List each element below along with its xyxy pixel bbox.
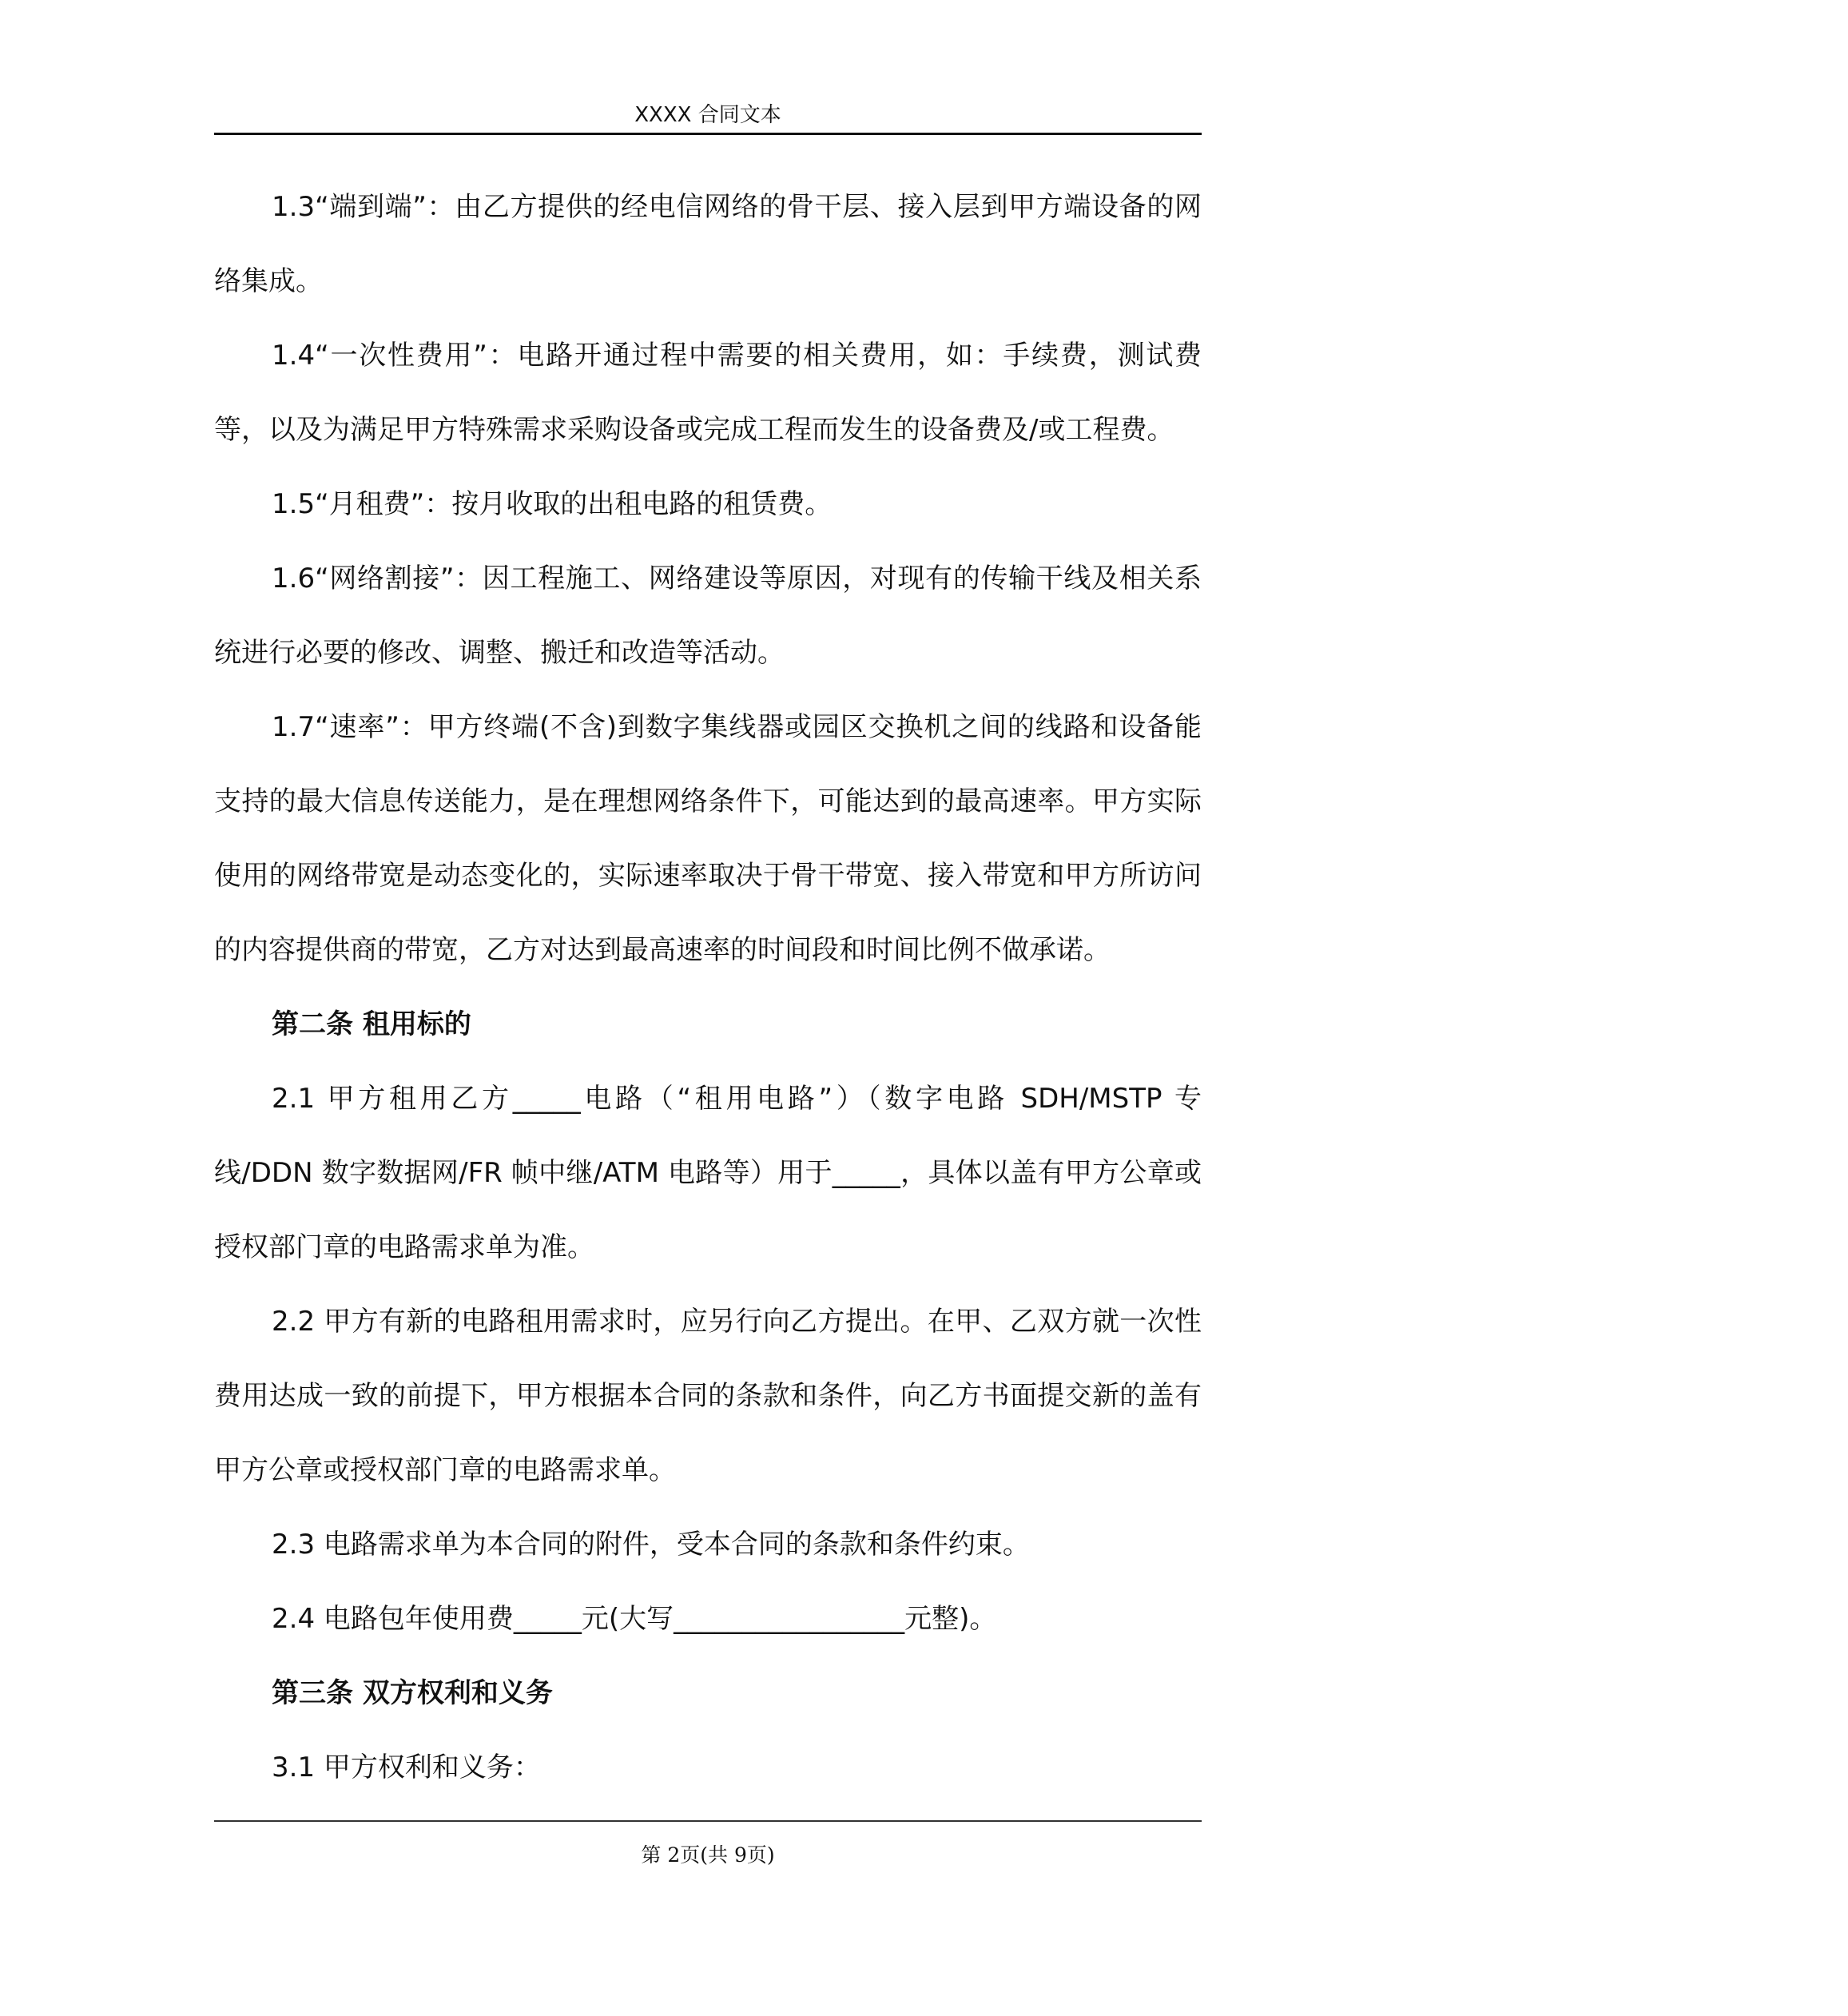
clause-1-5: 1.5“月租费”：按月收取的出租电路的租赁费。 bbox=[272, 488, 833, 520]
article-3-heading: 第三条 双方权利和义务 bbox=[272, 1677, 553, 1709]
page-header: XXXX 合同文本 bbox=[634, 103, 781, 127]
clause-1-7: 1.7“速率”：甲方终端(不含)到数字集线器或园区交换机之间的线路和设备能支持的最大信息传送能力，是在理想网络条件下，可能达到的最高速率。甲方实际使用的网络带宽是动态变化的，实际速率取决于骨干带宽、接入带宽和甲方所访问的内容提供商的带宽，乙方对达到最高速率的时间段和时间比例不做承诺。 bbox=[214, 711, 1202, 966]
clause-1-4: 1.4“一次性费用”：电路开通过程中需要的相关费用，如：手续费，测试费等，以及为满足甲方特殊需求采购设备或完成工程而发生的设备费及/或工程费。 bbox=[214, 340, 1202, 446]
document-body bbox=[214, 170, 1202, 1805]
clause-2-3: 2.3 电路需求单为本合同的附件，受本合同的条款和条件约束。 bbox=[272, 1529, 1030, 1561]
clause-2-2: 2.2 甲方有新的电路租用需求时，应另行向乙方提出。在甲、乙双方就一次性费用达成一致的前提下，甲方根据本合同的条款和条件，向乙方书面提交新的盖有甲方公章或授权部门章的电路需求单。 bbox=[214, 1306, 1202, 1486]
header-divider bbox=[214, 133, 1202, 135]
clause-3-1: 3.1 甲方权利和义务： bbox=[272, 1752, 541, 1783]
clause-1-6: 1.6“网络割接”：因工程施工、网络建设等原因，对现有的传输干线及相关系统进行必要的修改、调整、搬迁和改造等活动。 bbox=[214, 563, 1202, 669]
article-2-heading: 第二条 租用标的 bbox=[272, 1008, 471, 1040]
page-number: 第 2页(共 9页) bbox=[641, 1843, 775, 1867]
clause-1-3: 1.3“端到端”：由乙方提供的经电信网络的骨干层、接入层到甲方端设备的网络集成。 bbox=[214, 191, 1202, 297]
clause-2-4: 2.4 电路包年使用费_____元(大写_________________元整)。 bbox=[272, 1603, 997, 1635]
footer-divider bbox=[214, 1820, 1202, 1822]
clause-2-1: 2.1 甲方租用乙方_____电路（“租用电路”）（数字电路 SDH/MSTP 专线/DDN 数字数据网/FR 帧中继/ATM 电路等）用于_____，具体以盖有甲方公章或授权部门章的电路需求单为准。 bbox=[214, 1083, 1202, 1263]
